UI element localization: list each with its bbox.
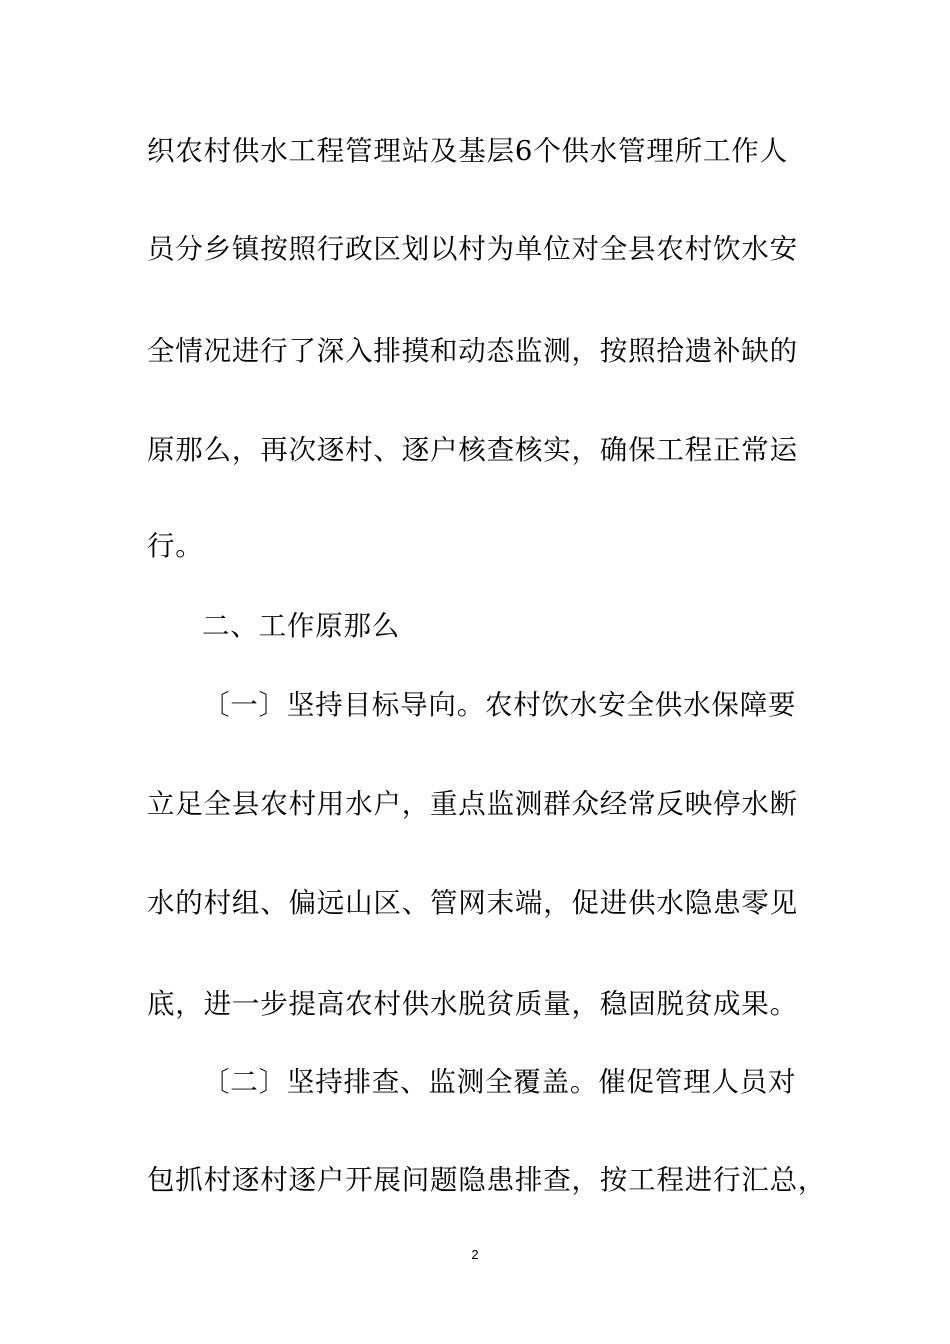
body-text-line: 织农村供水工程管理站及基层6个供水管理所工作人 [147, 135, 788, 167]
body-text-line: 行。 [147, 530, 204, 562]
body-text-line: 立足全县农村用水户，重点监测群众经常反映停水断 [147, 788, 798, 820]
body-text-line: 水的村组、偏远山区、管网末端，促进供水隐患零见 [147, 887, 798, 919]
body-text-line: 全情况进行了深入排摸和动态监测，按照拾遗补缺的 [147, 335, 798, 367]
page-number: 2 [471, 1247, 479, 1262]
body-text-line: 员分乡镇按照行政区划以村为单位对全县农村饮水安 [147, 233, 798, 265]
body-text-line: 原那么，再次逐村、逐户核查核实，确保工程正常运 [147, 434, 798, 466]
subsection-heading-line: 〔一〕坚持目标导向。农村饮水安全供水保障要 [202, 689, 797, 721]
body-text-line: 底，进一步提高农村供水脱贫质量，稳固脱贫成果。 [147, 988, 798, 1020]
section-heading: 二、工作原那么 [202, 610, 401, 642]
subsection-heading-line: 〔二〕坚持排查、监测全覆盖。催促管理人员对 [202, 1066, 797, 1098]
body-text-line: 包抓村逐村逐户开展问题隐患排查，按工程进行汇总， [147, 1164, 827, 1196]
